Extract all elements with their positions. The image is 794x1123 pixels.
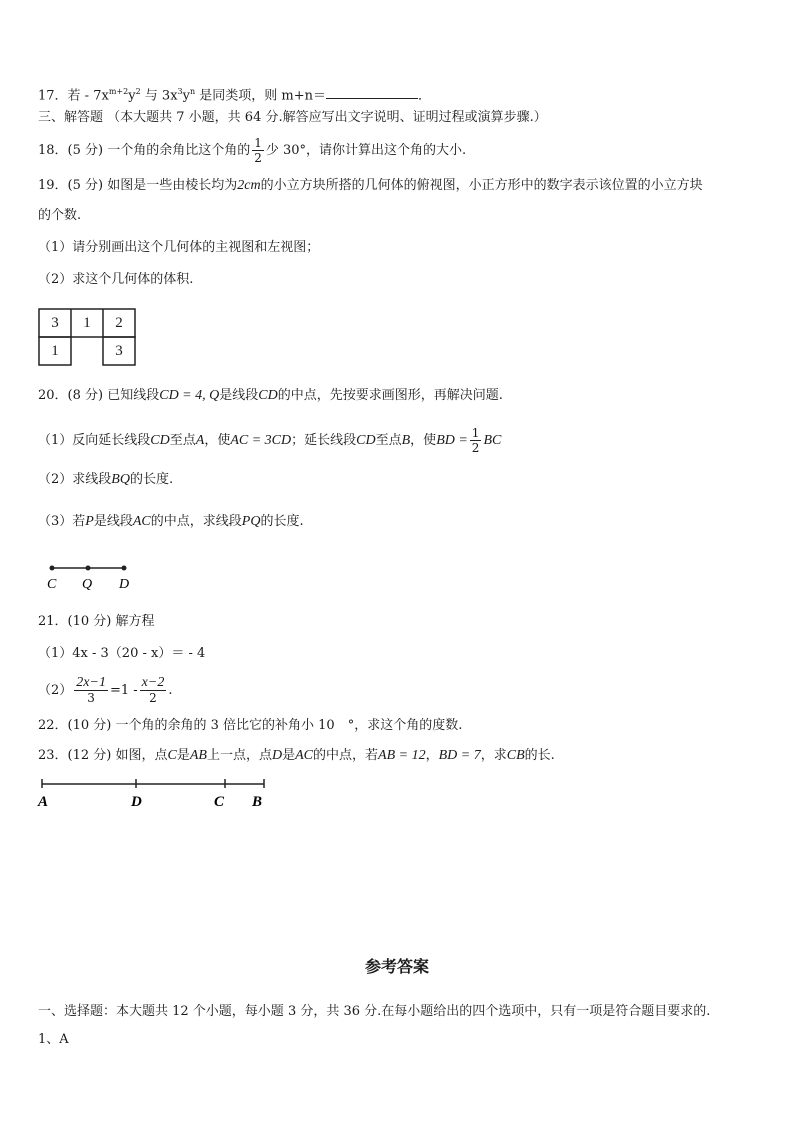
- answers-heading: 参考答案: [364, 957, 429, 976]
- point-c: [50, 566, 55, 571]
- question-17: 17．若 - $7x^{m+2}y^2$ 与 $3x^3y^n$ 是同类项，则 m+n＝ ．: [38, 87, 432, 104]
- label-a: A: [38, 794, 49, 810]
- fraction: $\frac{1}{2}$: [471, 426, 480, 455]
- label-d: D: [131, 794, 142, 810]
- grid-cell: 2: [115, 315, 123, 331]
- label-c: C: [214, 794, 225, 810]
- label-d: D: [119, 577, 130, 592]
- answer-1: 1、A: [38, 1032, 69, 1047]
- grid-cell: 3: [115, 343, 123, 359]
- segment-cqd-figure: [42, 558, 162, 598]
- fraction: $\frac{x-2}{2}$: [141, 675, 165, 705]
- question-23: 23．(12 分) 如图，点C是AB上一点，点D是AC的中点，若AB = 12，BD = 7，求CB的长.: [38, 748, 555, 763]
- label-b: B: [252, 794, 263, 810]
- section-3-title: 三、解答题 （本大题共 7 小题，共 64 分.解答应写出文字说明、证明过程或演算步骤.）: [38, 110, 547, 125]
- question-20-sub3: （3）若P是线段AC的中点，求线段PQ的长度.: [38, 514, 304, 529]
- answers-section-1: 一、选择题：本大题共 12 个小题，每小题 3 分，共 36 分.在每小题给出的四个选项中，只有一项是符合题目要求的.: [38, 1004, 711, 1019]
- question-20-sub2: （2）求线段BQ的长度.: [38, 472, 174, 487]
- grid-cell: 1: [51, 343, 59, 359]
- question-19-sub2: （2）求这个几何体的体积.: [38, 272, 194, 287]
- question-21-sub1: （1）4x - 3（20 - x）＝ - 4: [38, 646, 206, 661]
- grid-cell: 3: [51, 315, 59, 331]
- point-d: [122, 566, 127, 571]
- point-q: [86, 566, 91, 571]
- question-21: 21．(10 分) 解方程: [38, 614, 155, 629]
- question-18: 18．(5 分) 一个角的余角比这个角的 $\frac{1}{2}$ 少 30°，请你计算出这个角的大小.: [38, 136, 467, 165]
- segment-adcb-figure: [36, 776, 276, 816]
- question-21-sub2: （2） $\frac{2x-1}{3}$ =1 - $\frac{x-2}{2}$ .: [38, 675, 173, 705]
- question-19-cont: 的个数.: [38, 208, 82, 223]
- question-19: 19．(5 分) 如图是一些由棱长均为2cm的小立方块所搭的几何体的俯视图，小正方形中的数字表示该位置的小立方块: [38, 178, 703, 193]
- question-22: 22．(10 分) 一个角的余角的 3 倍比它的补角小 10 °，求这个角的度数.: [38, 718, 463, 733]
- grid-cell: 1: [83, 315, 91, 331]
- question-20-sub1: （1）反向延长线段CD至点A，使AC = 3CD；延长线段CD至点B，使BD = $\frac{1}{2}$ BC: [38, 426, 502, 455]
- answer-blank: [326, 85, 418, 99]
- label-c: C: [47, 577, 57, 592]
- question-20: 20．(8 分) 已知线段CD = 4, Q是线段CD的中点，先按要求画图形，再解决问题.: [38, 388, 503, 403]
- question-19-sub1: （1）请分别画出这个几何体的主视图和左视图；: [38, 240, 320, 255]
- fraction: $\frac{1}{2}$: [254, 136, 262, 165]
- fraction: $\frac{2x-1}{3}$: [76, 675, 106, 705]
- label-q: Q: [82, 577, 93, 592]
